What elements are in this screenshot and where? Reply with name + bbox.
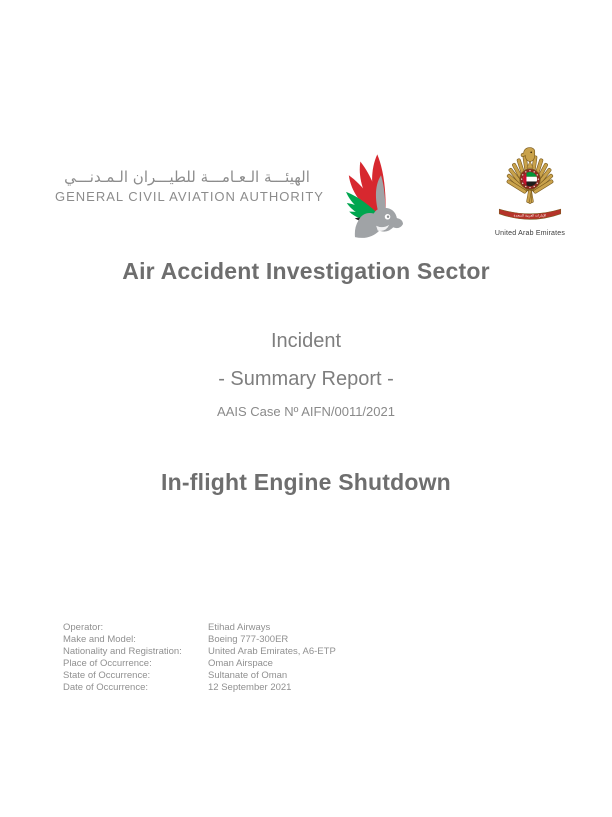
detail-label: Operator: <box>63 622 104 633</box>
detail-row-place <box>63 658 403 670</box>
detail-row-date <box>63 682 403 694</box>
gcaa-falcon-icon <box>327 146 409 242</box>
detail-row-make-model <box>63 634 403 646</box>
detail-value: Etihad Airways <box>208 622 271 633</box>
uae-emblem <box>490 146 570 237</box>
detail-value: 12 September 2021 <box>208 681 292 693</box>
detail-row-state <box>63 670 403 682</box>
detail-row-operator <box>63 622 403 634</box>
detail-label: Nationality and Registration: <box>63 645 182 657</box>
gcaa-arabic-name: الهيئـــة الـعـامـــة للطيـــران الـمـدنـــي <box>64 168 310 186</box>
detail-value: Oman Airspace <box>208 657 273 669</box>
detail-label: Make and Model: <box>63 633 136 645</box>
detail-label: State of Occurrence: <box>63 669 151 681</box>
sector-title: Air Accident Investigation Sector <box>122 258 490 284</box>
uae-emblem-icon <box>491 146 569 228</box>
occurrence-details <box>63 622 403 693</box>
detail-label: Date of Occurrence: <box>63 681 149 693</box>
detail-value: United Arab Emirates, A6-ETP <box>208 645 336 657</box>
uae-emblem-caption: United Arab Emirates <box>494 230 566 237</box>
detail-value: Sultanate of Oman <box>208 669 288 681</box>
report-type: - Summary Report - <box>218 368 394 390</box>
detail-label: Place of Occurrence: <box>63 657 152 669</box>
case-reference: AAIS Case Nº AIFN/0011/2021 <box>217 404 395 419</box>
svg-text:الإمارات العربية المتحدة: الإمارات العربية المتحدة <box>513 213 547 218</box>
detail-value: Boeing 777-300ER <box>208 633 289 645</box>
gcaa-english-name: GENERAL CIVIL AVIATION AUTHORITY <box>55 189 324 204</box>
detail-row-nationality-registration <box>63 646 403 658</box>
occurrence-type: Incident <box>270 330 342 352</box>
report-title: In-flight Engine Shutdown <box>161 469 451 495</box>
gcaa-logo <box>55 167 324 205</box>
